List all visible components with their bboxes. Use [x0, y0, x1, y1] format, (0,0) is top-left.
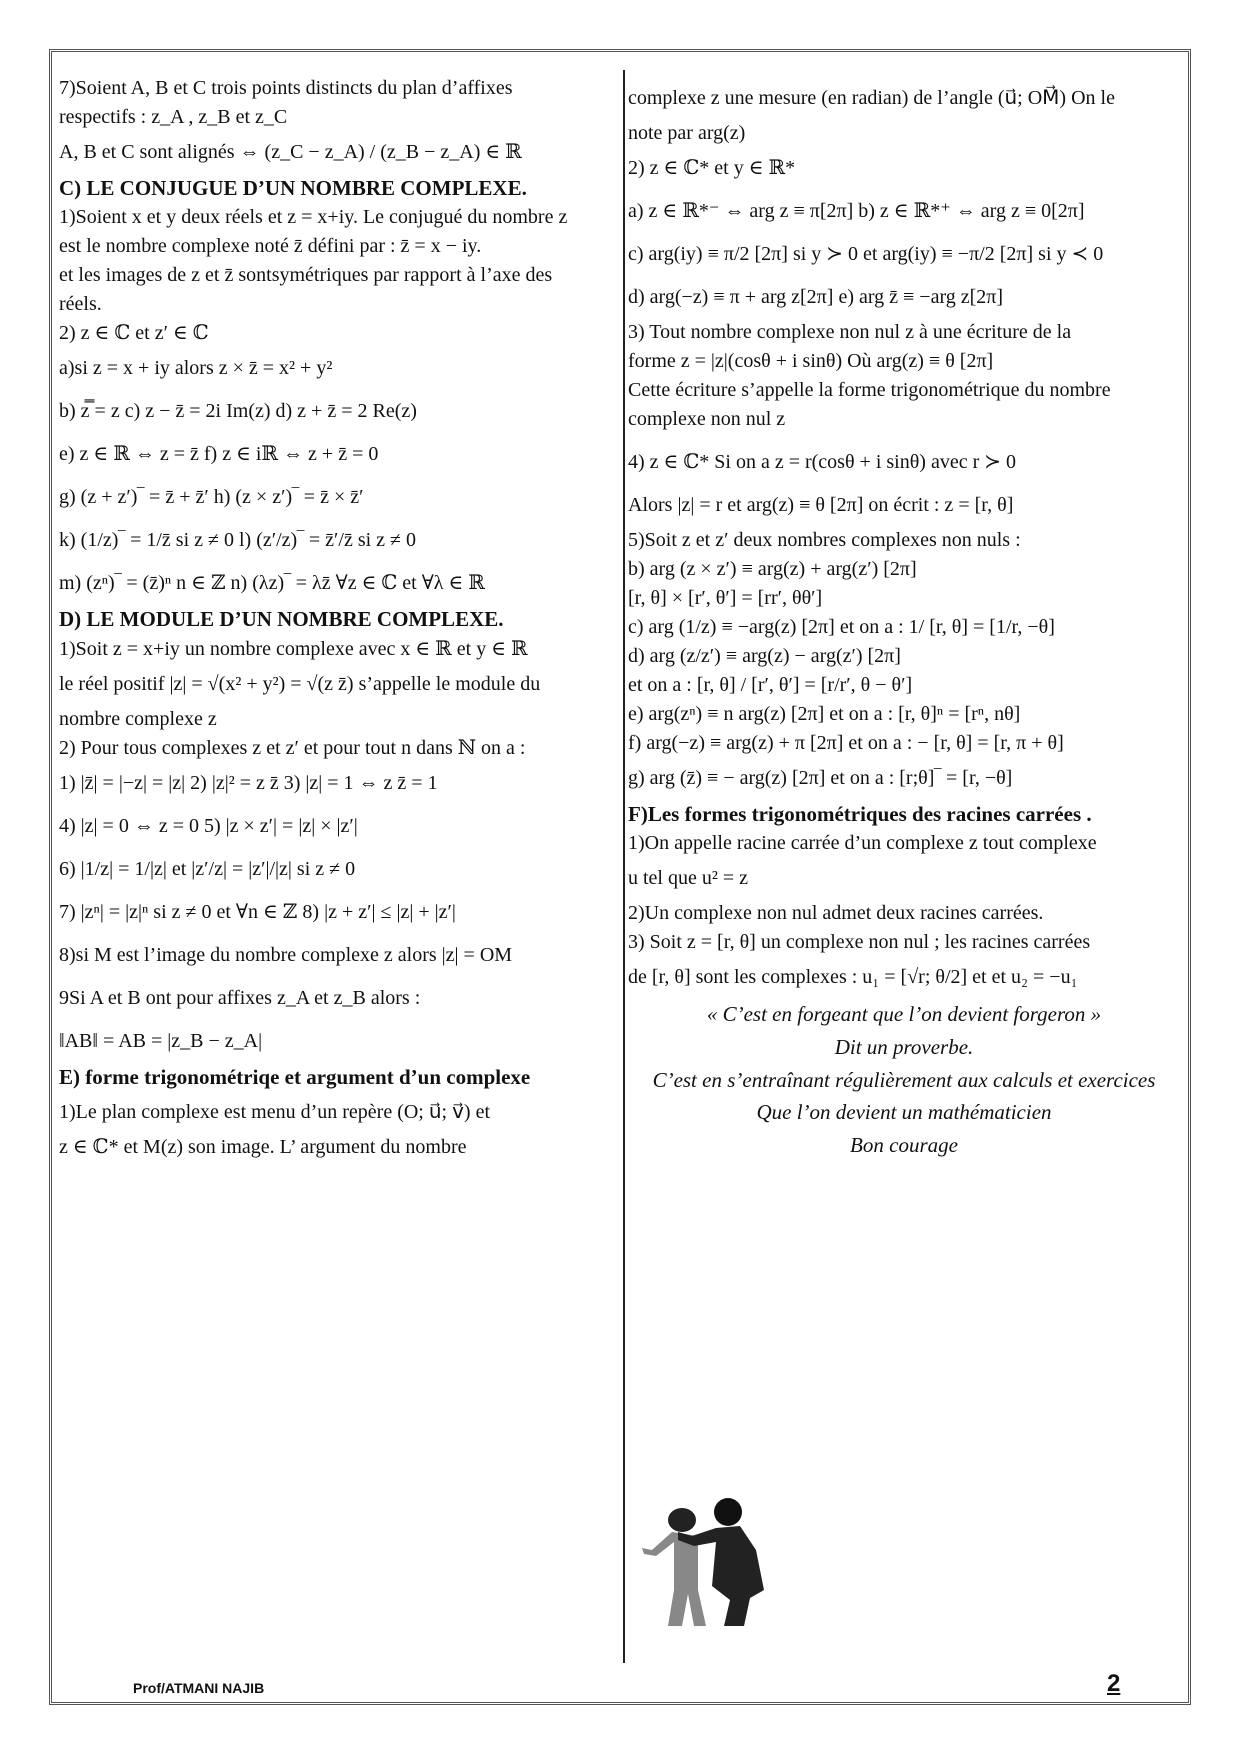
section-heading-d: D) LE MODULE D’UN NOMBRE COMPLEXE. [59, 607, 504, 632]
quote-line: Que l’on devient un mathématicien [756, 1100, 1052, 1125]
formula-line: et on a : [r, θ] / [r′, θ′] = [r/r′, θ − θ′] [628, 674, 913, 696]
text-line: est le nombre complexe noté z̄ défini par : z̄ = x − iy. [59, 235, 482, 258]
text-line: forme z = |z|(cosθ + i sinθ) Où arg(z) ≡ θ [2π] [628, 350, 994, 372]
formula-line: a)si z = x + iy alors z × z̄ = x² + y² [59, 357, 333, 380]
formula-line: c) arg (1/z) ≡ −arg(z) [2π] et on a : 1/ [r, θ] = [1/r, −θ] [628, 616, 1055, 638]
text-line: 2) z ∈ ℂ et z′ ∈ ℂ [59, 322, 209, 345]
formula-line: le réel positif |z| = √(x² + y²) = √(z z̄) s’appelle le module du [59, 672, 541, 695]
teacher-child-illustration [632, 1490, 772, 1630]
formula-line: u tel que u² = z [628, 867, 749, 890]
formula-line: b) z̿ = z c) z − z̄ = 2i Im(z) d) z + z̄ = 2 Re(z) [59, 400, 417, 423]
left-column [59, 74, 607, 1162]
formula-line: m) (zⁿ)‾ = (z̄)ⁿ n ∈ ℤ n) (λz)‾ = λz̄ ∀z ∈ ℂ et ∀λ ∈ ℝ [59, 572, 485, 595]
text-line: 2) Pour tous complexes z et z′ et pour tout n dans ℕ on a : [59, 736, 526, 759]
formula-line: g) arg (z̄) ≡ − arg(z) [2π] et on a : [r;θ]‾ = [r, −θ] [628, 767, 1013, 789]
column-divider [623, 70, 625, 1663]
text-line: respectifs : z_A , z_B et z_C [59, 106, 288, 128]
text-line: complexe non nul z [628, 408, 786, 430]
text-line: 3) Soit z = [r, θ] un complexe non nul ; les racines carrées [628, 931, 1091, 954]
text-line: 2) z ∈ ℂ* et y ∈ ℝ* [628, 157, 796, 179]
text-line: z ∈ ℂ* et M(z) son image. L’ argument du nombre [59, 1136, 467, 1159]
formula-line: 1) |z̄| = |−z| = |z| 2) |z|² = z z̄ 3) |z| = 1 ⇔ z z̄ = 1 [59, 771, 438, 794]
text-line: 5)Soit z et z′ deux nombres complexes non nuls : [628, 529, 1021, 551]
right-column [628, 84, 1180, 1161]
formula-line: de [r, θ] sont les complexes : u₁ = [√r; θ/2] et et u₂ = −u₁ [628, 966, 1078, 989]
text-line: complexe z une mesure (en radian) de l’angle (u⃗; OM⃗) On le [628, 87, 1115, 109]
formula-line: Alors |z| = r et arg(z) ≡ θ [2π] on écrit : z = [r, θ] [628, 494, 1014, 516]
formula-line: f) arg(−z) ≡ arg(z) + π [2π] et on a : − [r, θ] = [r, π + θ] [628, 732, 1064, 754]
formula-line: d) arg(−z) ≡ π + arg z[2π] e) arg z̄ ≡ −arg z[2π] [628, 286, 1004, 308]
text-line: 1)Soit z = x+iy un nombre complexe avec x ∈ ℝ et y ∈ ℝ [59, 637, 528, 660]
text-line: 7)Soient A, B et C trois points distincts du plan d’affixes [59, 77, 513, 99]
formula-line: 9Si A et B ont pour affixes z_A et z_B alors : [59, 986, 421, 1009]
formula-line: 4) z ∈ ℂ* Si on a z = r(cosθ + i sinθ) avec r ≻ 0 [628, 451, 1016, 473]
formula-line: k) (1/z)‾ = 1/z̄ si z ≠ 0 l) (z′/z)‾ = z̄′/z̄ si z ≠ 0 [59, 529, 417, 552]
section-heading-e: E) forme trigonométriqe et argument d’un complexe [59, 1064, 531, 1089]
text-line: 3) Tout nombre complexe non nul z à une écriture de la [628, 321, 1072, 343]
formula-line: ‖AB‖ = AB = |z_B − z_A| [59, 1029, 263, 1052]
formula-line: e) z ∈ ℝ ⇔ z = z̄ f) z ∈ iℝ ⇔ z + z̄ = 0 [59, 443, 379, 466]
section-heading-f: F)Les formes trigonométriques des racines carrées . [628, 802, 1092, 826]
formula-line: 7) |zⁿ| = |z|ⁿ si z ≠ 0 et ∀n ∈ ℤ 8) |z + z′| ≤ |z| + |z′| [59, 900, 456, 923]
formula-line: d) arg (z/z′) ≡ arg(z) − arg(z′) [2π] [628, 645, 901, 667]
formula-line: 4) |z| = 0 ⇔ z = 0 5) |z × z′| = |z| × |z′| [59, 814, 358, 837]
text-line: 1)On appelle racine carrée d’un complexe z tout complexe [628, 832, 1097, 855]
page-number: 2 [1107, 1670, 1121, 1697]
section-heading-c: C) LE CONJUGUE D’UN NOMBRE COMPLEXE. [59, 176, 527, 200]
quote-line: Dit un proverbe. [834, 1034, 974, 1059]
quote-line: « C’est en forgeant que l’on devient forgeron » [706, 1002, 1102, 1027]
text-line: note par arg(z) [628, 122, 746, 144]
quote-line: C’est en s’entraînant régulièrement aux calculs et exercices [652, 1067, 1156, 1092]
text-line: 2)Un complexe non nul admet deux racines carrées. [628, 902, 1044, 925]
formula-line: b) arg (z × z′) ≡ arg(z) + arg(z′) [2π] [628, 558, 917, 580]
text-line: et les images de z et z̄ sontsymétriques par rapport à l’axe des [59, 264, 553, 287]
formula-line: c) arg(iy) ≡ π/2 [2π] si y ≻ 0 et arg(iy) ≡ −π/2 [2π] si y ≺ 0 [628, 243, 1104, 265]
footer-author: Prof/ATMANI NAJIB [133, 1680, 265, 1696]
quote-line: Bon courage [850, 1132, 958, 1157]
formula-line: a) z ∈ ℝ*⁻ ⇔ arg z ≡ π[2π] b) z ∈ ℝ*⁺ ⇔ arg z ≡ 0[2π] [628, 200, 1085, 222]
text-line: 1)Le plan complexe est menu d’un repère (O; u⃗; v⃗) et [59, 1101, 491, 1124]
text-line: 1)Soient x et y deux réels et z = x+iy. Le conjugué du nombre z [59, 206, 568, 229]
formula-line: [r, θ] × [r′, θ′] = [rr′, θθ′] [628, 587, 823, 609]
text-line: nombre complexe z [59, 707, 217, 730]
text-line: A, B et C sont alignés ⇔ (z_C − z_A) / (z_B − z_A) ∈ ℝ [59, 141, 522, 163]
formula-line: 6) |1/z| = 1/|z| et |z′/z| = |z′|/|z| si z ≠ 0 [59, 857, 356, 880]
formula-line: 8)si M est l’image du nombre complexe z alors |z| = OM [59, 943, 513, 966]
text-line: Cette écriture s’appelle la forme trigonométrique du nombre [628, 379, 1111, 401]
formula-line: g) (z + z′)‾ = z̄ + z̄′ h) (z × z′)‾ = z̄ × z̄′ [59, 486, 364, 509]
text-line: réels. [59, 293, 102, 316]
formula-line: e) arg(zⁿ) ≡ n arg(z) [2π] et on a : [r, θ]ⁿ = [rⁿ, nθ] [628, 703, 1021, 725]
